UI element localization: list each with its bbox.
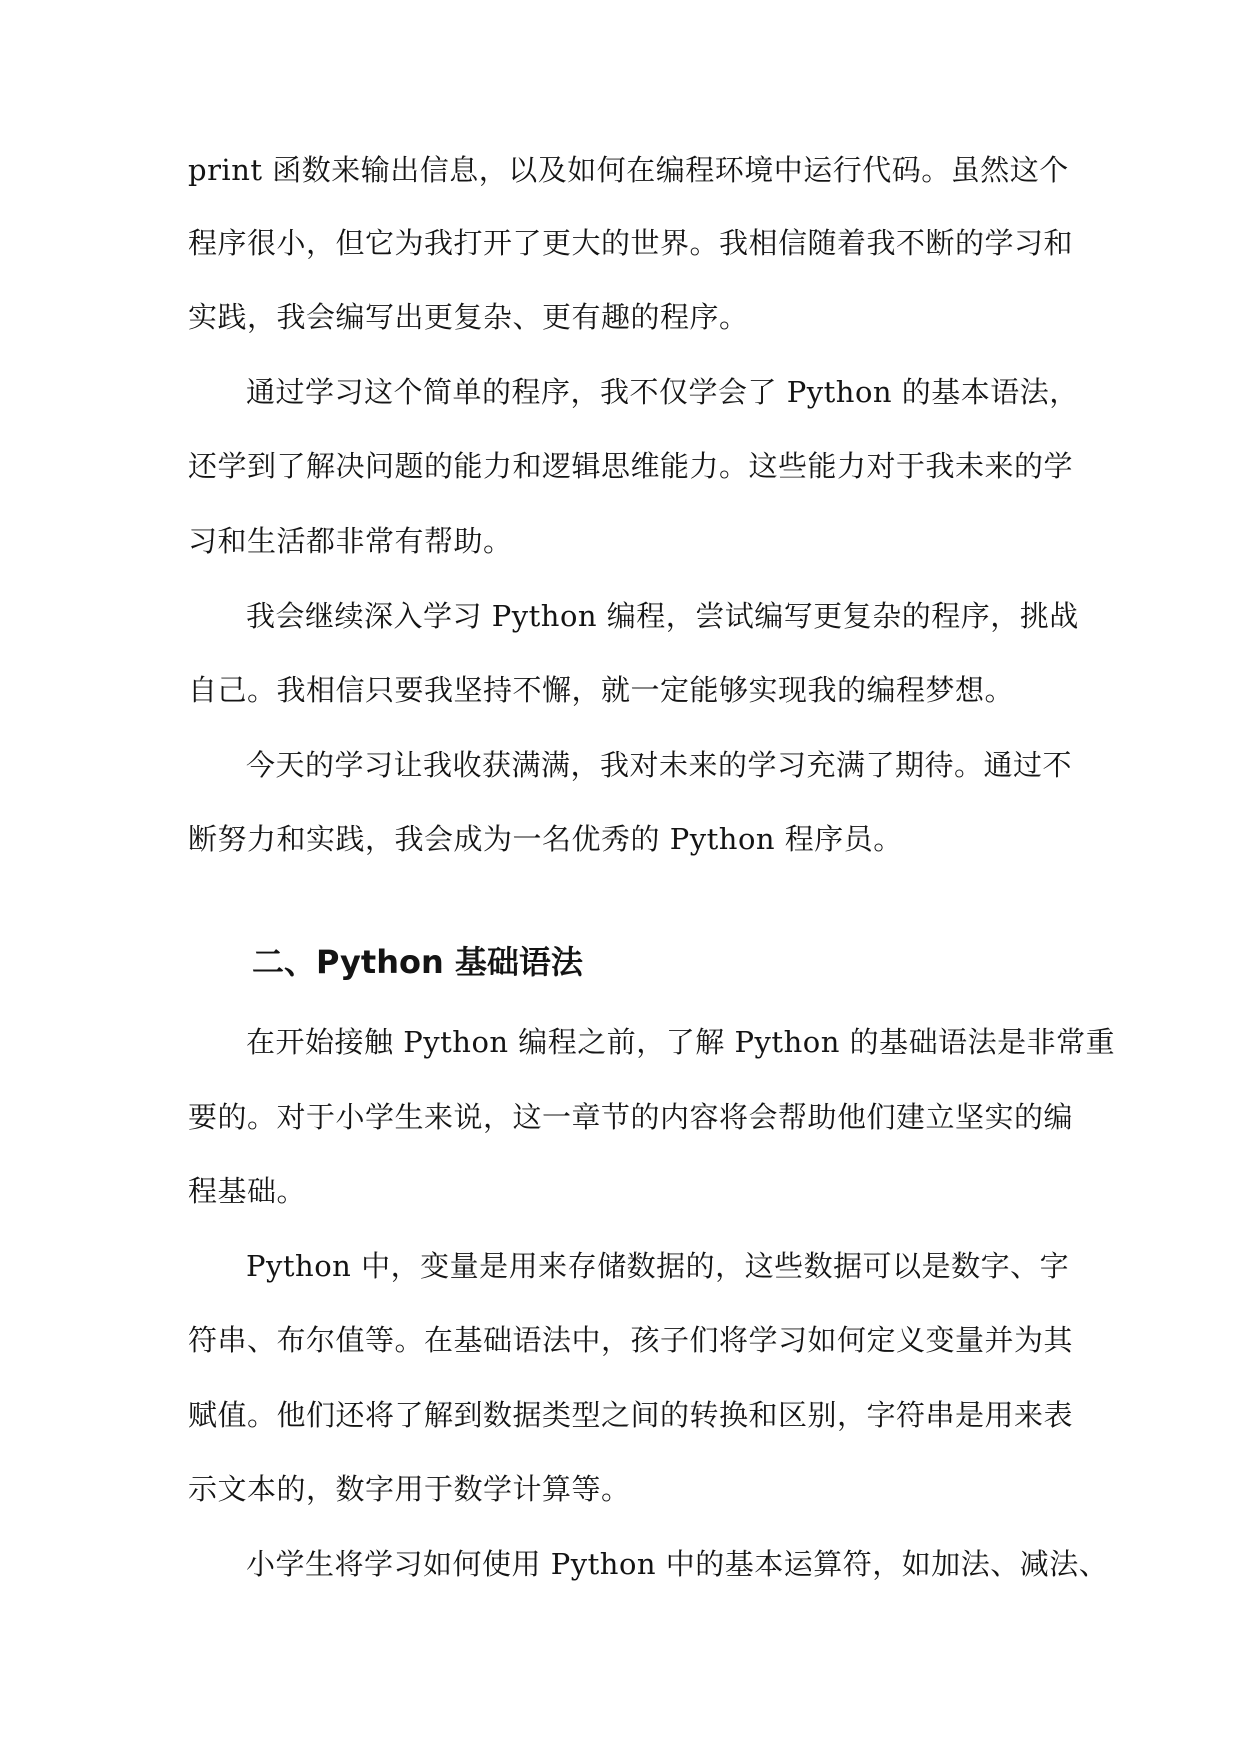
paragraph-line: 自己。我相信只要我坚持不懈，就一定能够实现我的编程梦想。 <box>188 673 1015 707</box>
paragraph-line: 小学生将学习如何使用 Python 中的基本运算符，如加法、减法、 <box>246 1547 1109 1581</box>
paragraph-line: 还学到了解决问题的能力和逻辑思维能力。这些能力对于我未来的学 <box>188 449 1074 483</box>
section-heading: 二、Python 基础语法 <box>252 943 583 981</box>
paragraph-line: 符串、布尔值等。在基础语法中，孩子们将学习如何定义变量并为其 <box>188 1323 1074 1357</box>
paragraph-line: 习和生活都非常有帮助。 <box>188 524 513 558</box>
paragraph-line: 程基础。 <box>188 1174 307 1208</box>
paragraph-line: 示文本的，数字用于数学计算等。 <box>188 1472 631 1506</box>
paragraph-line: 要的。对于小学生来说，这一章节的内容将会帮助他们建立坚实的编 <box>188 1100 1074 1134</box>
paragraph-line: 今天的学习让我收获满满，我对未来的学习充满了期待。通过不 <box>246 748 1073 782</box>
paragraph-line: Python 中，变量是用来存储数据的，这些数据可以是数字、字 <box>246 1249 1070 1283</box>
paragraph-line: 我会继续深入学习 Python 编程，尝试编写更复杂的程序，挑战 <box>246 599 1079 633</box>
paragraph-line: 实践，我会编写出更复杂、更有趣的程序。 <box>188 300 749 334</box>
paragraph-line: 赋值。他们还将了解到数据类型之间的转换和区别，字符串是用来表 <box>188 1398 1074 1432</box>
paragraph-line: print 函数来输出信息，以及如何在编程环境中运行代码。虽然这个 <box>188 153 1069 187</box>
paragraph-line: 通过学习这个简单的程序，我不仅学会了 Python 的基本语法， <box>246 375 1079 409</box>
paragraph-line: 程序很小，但它为我打开了更大的世界。我相信随着我不断的学习和 <box>188 226 1074 260</box>
paragraph-line: 断努力和实践，我会成为一名优秀的 Python 程序员。 <box>188 822 903 856</box>
paragraph-line: 在开始接触 Python 编程之前，了解 Python 的基础语法是非常重 <box>246 1025 1116 1059</box>
